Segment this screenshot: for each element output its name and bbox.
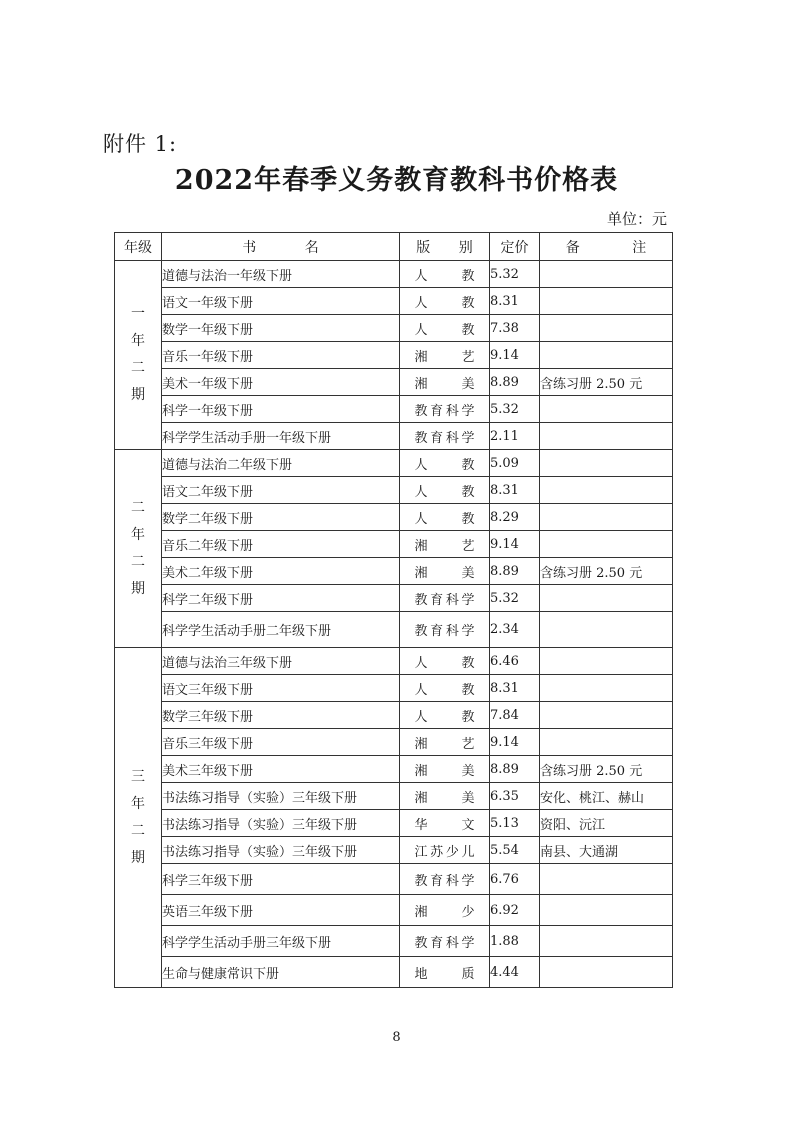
grade-char: 年 [131,333,145,349]
note-cell [540,504,673,531]
price-cell: 7.38 [490,315,540,342]
publisher-cell [400,729,490,756]
price-cell: 5.54 [490,837,540,864]
book-cell: 生命与健康常识下册 [162,957,400,988]
publisher-cell [400,648,490,675]
price-cell: 5.09 [490,450,540,477]
price-cell: 7.84 [490,702,540,729]
grade-char: 二 [131,499,145,516]
table-row [115,585,673,612]
note-cell [540,315,673,342]
note-cell [540,585,673,612]
publisher-text: 教育科学 [414,624,475,639]
attachment-label: 附件 1: [103,132,178,156]
header-grade: 年级 [115,233,162,261]
table-row [115,675,673,702]
price-cell: 2.11 [490,423,540,450]
publisher-text: 湘美 [414,763,475,779]
grade-char: 三 [131,768,145,785]
book-cell: 语文一年级下册 [162,288,400,315]
table-row [115,450,673,477]
grade-char: 年 [131,795,145,812]
note-cell: 安化、桃江、赫山 [540,783,673,810]
price-cell: 8.31 [490,675,540,702]
publisher-cell [400,702,490,729]
table-row [115,261,673,288]
publisher-cell [400,926,490,957]
note-cell [540,895,673,926]
price-cell: 5.32 [490,585,540,612]
price-cell: 5.13 [490,810,540,837]
table-body [115,261,673,988]
note-cell [540,396,673,423]
publisher-text: 江苏少儿 [414,844,475,860]
book-cell: 美术三年级下册 [162,756,400,783]
grade-char: 期 [131,580,145,597]
book-cell: 音乐二年级下册 [162,531,400,558]
table-row [115,895,673,926]
book-cell: 科学学生活动手册一年级下册 [162,423,400,450]
publisher-text: 人教 [414,709,475,725]
publisher-cell [400,895,490,926]
book-cell: 美术二年级下册 [162,558,400,585]
table-row [115,926,673,957]
publisher-text: 华文 [414,817,475,833]
publisher-text: 人教 [414,268,475,284]
header-publisher: 版 别 [400,233,490,261]
price-cell: 2.34 [490,612,540,648]
grade-cell [115,450,162,648]
note-cell: 含练习册 2.50 元 [540,369,673,396]
book-cell: 科学学生活动手册二年级下册 [162,612,400,648]
publisher-text: 人教 [414,295,475,311]
publisher-cell [400,369,490,396]
publisher-text: 湘艺 [414,349,475,365]
publisher-cell [400,396,490,423]
note-cell [540,648,673,675]
price-cell: 6.46 [490,648,540,675]
publisher-cell [400,315,490,342]
book-cell: 科学学生活动手册三年级下册 [162,926,400,957]
grade-char: 年 [131,526,145,543]
table-row [115,864,673,895]
publisher-cell [400,558,490,585]
publisher-cell [400,612,490,648]
book-cell: 美术一年级下册 [162,369,400,396]
note-cell [540,675,673,702]
book-cell: 科学三年级下册 [162,864,400,895]
table-row [115,315,673,342]
publisher-cell [400,864,490,895]
publisher-cell [400,756,490,783]
note-cell: 资阳、沅江 [540,810,673,837]
grade-char: 二 [131,822,145,839]
note-cell [540,450,673,477]
book-cell: 科学一年级下册 [162,396,400,423]
table-row [115,531,673,558]
note-cell: 含练习册 2.50 元 [540,558,673,585]
price-cell: 8.31 [490,288,540,315]
note-cell [540,926,673,957]
price-cell: 8.89 [490,756,540,783]
note-cell [540,288,673,315]
table-row [115,612,673,648]
publisher-cell [400,504,490,531]
header-price: 定价 [490,233,540,261]
note-cell [540,261,673,288]
price-cell: 8.29 [490,504,540,531]
table-row [115,783,673,810]
publisher-text: 湘美 [414,565,475,581]
price-cell: 5.32 [490,261,540,288]
publisher-cell [400,531,490,558]
table-row [115,648,673,675]
publisher-text: 湘艺 [414,736,475,752]
book-cell: 书法练习指导（实验）三年级下册 [162,837,400,864]
publisher-cell [400,957,490,988]
publisher-text: 人教 [414,484,475,500]
note-cell: 含练习册 2.50 元 [540,756,673,783]
book-cell: 道德与法治一年级下册 [162,261,400,288]
publisher-text: 教育科学 [414,403,475,419]
book-cell: 英语三年级下册 [162,895,400,926]
publisher-text: 教育科学 [414,935,475,951]
publisher-cell [400,450,490,477]
publisher-text: 人教 [414,322,475,338]
price-cell: 9.14 [490,729,540,756]
header-book: 书 名 [162,233,400,261]
table-row [115,756,673,783]
grade-char: 期 [131,849,145,866]
publisher-text: 湘艺 [414,538,475,554]
publisher-text: 教育科学 [414,430,475,446]
publisher-text: 教育科学 [414,873,475,889]
table-row [115,288,673,315]
publisher-text: 湘美 [414,376,475,392]
publisher-cell [400,837,490,864]
unit-label: 单位：元 [607,210,668,228]
note-cell [540,342,673,369]
document-title: 2022年春季义务教育教科书价格表 [174,165,619,196]
table-row [115,423,673,450]
publisher-text: 人教 [414,655,475,671]
grade-char: 一 [131,306,145,322]
book-cell: 书法练习指导（实验）三年级下册 [162,783,400,810]
book-cell: 数学三年级下册 [162,702,400,729]
table-row [115,342,673,369]
price-cell: 4.44 [490,957,540,988]
price-cell: 6.76 [490,864,540,895]
publisher-cell [400,675,490,702]
note-cell [540,423,673,450]
note-cell [540,729,673,756]
publisher-text: 人教 [414,511,475,527]
price-cell: 6.92 [490,895,540,926]
page-number: 8 [392,1030,401,1045]
publisher-cell [400,783,490,810]
publisher-cell [400,423,490,450]
price-cell: 8.31 [490,477,540,504]
price-cell: 6.35 [490,783,540,810]
book-cell: 科学二年级下册 [162,585,400,612]
book-cell: 道德与法治三年级下册 [162,648,400,675]
note-cell [540,531,673,558]
grade-cell [115,261,162,450]
publisher-cell [400,288,490,315]
publisher-cell [400,810,490,837]
table-row [115,702,673,729]
table-row [115,369,673,396]
table-row [115,396,673,423]
table-row [115,957,673,988]
note-cell [540,864,673,895]
price-cell: 1.88 [490,926,540,957]
publisher-text: 湘少 [414,904,475,920]
book-cell: 音乐一年级下册 [162,342,400,369]
table-row [115,837,673,864]
book-cell: 语文三年级下册 [162,675,400,702]
price-cell: 8.89 [490,558,540,585]
book-cell: 道德与法治二年级下册 [162,450,400,477]
grade-cell [115,648,162,988]
header-note: 备 注 [540,233,673,261]
note-cell [540,477,673,504]
note-cell [540,612,673,648]
book-cell: 书法练习指导（实验）三年级下册 [162,810,400,837]
table-row [115,558,673,585]
grade-char: 期 [131,387,145,403]
grade-char: 二 [131,360,145,376]
publisher-text: 人教 [414,457,475,473]
publisher-text: 地质 [414,966,475,982]
note-cell: 南县、大通湖 [540,837,673,864]
publisher-cell [400,261,490,288]
book-cell: 数学二年级下册 [162,504,400,531]
table-row [115,504,673,531]
price-cell: 9.14 [490,531,540,558]
book-cell: 音乐三年级下册 [162,729,400,756]
book-cell: 数学一年级下册 [162,315,400,342]
book-cell: 语文二年级下册 [162,477,400,504]
table-row [115,810,673,837]
note-cell [540,957,673,988]
note-cell [540,702,673,729]
price-cell: 5.32 [490,396,540,423]
publisher-text: 湘美 [414,790,475,806]
publisher-text: 人教 [414,682,475,698]
publisher-cell [400,477,490,504]
table-row [115,729,673,756]
publisher-cell [400,585,490,612]
grade-char: 二 [131,553,145,570]
price-cell: 9.14 [490,342,540,369]
price-cell: 8.89 [490,369,540,396]
price-table [114,232,673,988]
publisher-cell [400,342,490,369]
publisher-text: 教育科学 [414,592,475,608]
table-header-row [115,233,673,261]
table-row [115,477,673,504]
